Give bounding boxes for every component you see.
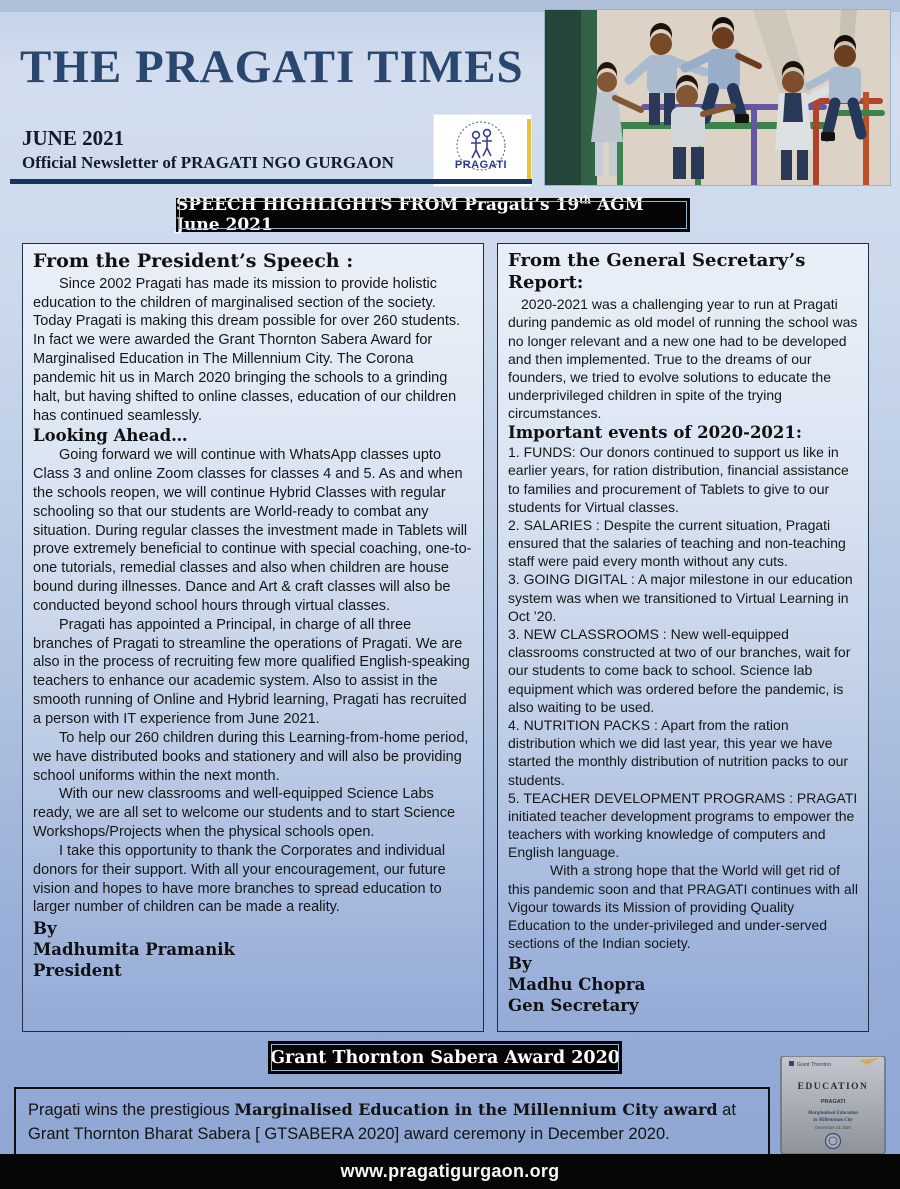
by-label: By xyxy=(33,919,57,939)
event-item-nutrition-packs: 4. NUTRITION PACKS : Apart from the ration distribution which we did last year, this year we have started the monthly distribution of nutrition packs to our students. xyxy=(508,716,849,788)
website-link[interactable]: www.pragatigurgaon.org xyxy=(340,1161,560,1181)
pragati-logo-icon xyxy=(434,115,531,186)
plaque-award-line-2: in Millennium City xyxy=(813,1118,853,1123)
agm-highlights-banner xyxy=(176,195,690,235)
secretary-role: Gen Secretary xyxy=(508,995,639,1015)
logo-wordmark: PRAGATI xyxy=(454,159,508,171)
president-para-4: To help our 260 children during this Learning-from-home period, we have distributed books and stationery and will also be providing school uniforms within the next month. xyxy=(33,729,469,784)
event-item-teacher-development: 5. TEACHER DEVELOPMENT PROGRAMS : PRAGATI initiated teacher development programs to empower the teachers with working knowledge of computers and English language. xyxy=(508,789,858,861)
secretary-report-section xyxy=(497,243,869,1032)
plaque-brand: Grant Thornton xyxy=(797,1062,831,1068)
president-speech-heading: From the President’s Speech : xyxy=(33,250,354,272)
event-item-going-digital: 3. GOING DIGITAL : A major milestone in our education system was when we transitioned to Virtual Learning in Oct ’20. xyxy=(508,571,853,624)
footer-bar xyxy=(0,1154,900,1189)
award-note-box xyxy=(14,1087,770,1156)
president-role: President xyxy=(33,960,122,980)
children-playing-photo xyxy=(545,10,890,185)
award-note-prefix: Pragati wins the prestigious xyxy=(28,1101,235,1119)
looking-ahead-heading: Looking Ahead… xyxy=(33,425,188,445)
award-plaque-photo xyxy=(775,1056,891,1158)
plaque-award-line-1: Marginalised Education xyxy=(807,1111,859,1116)
president-para-6: I take this opportunity to thank the Corporates and individual donors for their support. With all your encouragement, our future vision and hopes to have more branches to spread education to larger number of children can be made a reality. xyxy=(33,842,446,916)
issue-date: JUNE 2021 xyxy=(22,126,125,150)
president-para-1: Since 2002 Pragati has made its mission to provide holistic education to the children of marginalised section of the society. Today Pragati is making this dream possible for over 260 students. In fact we were awarded the Grant Thornton Sabera Award for Marginalised Education in The Millennium City. The Corona pandemic hit us in March 2020 bringing the schools to a grinding halt, but having shifted to online classes, education of our children has continued seamlessly. xyxy=(33,275,461,424)
newsletter-subtitle: Official Newsletter of PRAGATI NGO GURGAON xyxy=(22,153,394,172)
secretary-report-heading: From the General Secretary’s Report: xyxy=(508,250,806,293)
children-photo-illustration xyxy=(545,10,890,185)
sabera-award-banner-text: Grant Thornton Sabera Award 2020 xyxy=(270,1047,620,1068)
president-speech-section xyxy=(22,243,484,1032)
pragati-logo xyxy=(434,115,531,186)
secretary-closing-para: With a strong hope that the World will get rid of this pandemic soon and that PRAGATI continues with all Vigour towards its Mission of providing Quality Education to the under-privileged and under-served sections of the Indian society. xyxy=(508,862,858,952)
secretary-byline xyxy=(508,954,858,1016)
sabera-award-banner xyxy=(268,1041,622,1074)
president-author: Madhumita Pramanik xyxy=(33,939,235,959)
page-title: THE PRAGATI TIMES xyxy=(20,41,524,93)
award-name-bold: Marginalised Education in the Millennium City award xyxy=(234,1100,718,1119)
award-plaque-illustration xyxy=(775,1056,891,1158)
president-byline xyxy=(33,919,473,981)
important-events-heading: Important events of 2020-2021: xyxy=(508,422,802,442)
president-para-3: Pragati has appointed a Principal, in charge of all three branches of Pragati to streamline the operations of Pragati. We are also in the process of recruiting few more qualified English-speaking teachers to enhance our academic system. Also to assist in the smooth running of Online and Hybrid learning, Pragati has recruited a person with IT experience from June 2021. xyxy=(33,616,470,727)
masthead-divider xyxy=(10,179,532,184)
event-item-salaries: 2. SALARIES : Despite the current situation, Pragati ensured that the salaries of teaching and non-teaching staff were paid every month without any cuts. xyxy=(508,516,846,570)
event-item-funds: 1. FUNDS: Our donors continued to support us like in earlier years, for ration distribution, financial assistance to families and procurement of Tablets to give to our students for Virtual classes. xyxy=(508,444,849,515)
plaque-category: EDUCATION xyxy=(797,1082,869,1092)
event-item-new-classrooms: 3. NEW CLASSROOMS : New well-equipped classrooms constructed at two of our branches, wait for our students to come back to school. Science lab equipment which was ordered before the pandemic, is also waiting to be used. xyxy=(508,626,851,715)
award-note-suffix: at Grant Thornton Bharat Sabera [ GTSABERA 2020] award ceremony in December 2020. xyxy=(28,1101,736,1143)
secretary-author: Madhu Chopra xyxy=(508,975,646,994)
plaque-recipient: PRAGATI xyxy=(820,1099,846,1105)
plaque-date: December 15 2020 xyxy=(815,1125,851,1130)
secretary-para-1: 2020-2021 was a challenging year to run at Pragati during pandemic as old model of running the school was no longer relevant and a new one had to be developed and then implemented. True to the dreams of our founders, we tried to evolve solutions to educate the underprivileged children in spite of the trying circumstances. xyxy=(508,296,858,422)
by-label: By xyxy=(508,954,532,974)
president-para-5: With our new classrooms and well-equipped Science Labs ready, we are all set to welcome our students and to start Science Workshops/Projects when the physical schools open. xyxy=(33,786,456,841)
president-para-2: Going forward we will continue with WhatsApp classes upto Class 3 and online Zoom classes for classes 4 and 5. As and when the schools reopen, we will continue Hybrid Classes with regular schooling so that our students are World-ready to combat any situation. During regular classes the investment made in Tablets will prove extremely beneficial to continue with special coaching, one-to-one tutorials, remedial classes and also when children are house bound during illnesses. Dance and Art & craft classes will also be conducted beyond school hours through virtual classes. xyxy=(33,447,472,614)
agm-banner-text: SPEECH HIGHLIGHTS FROM Pragati’s 19th AGM June 2021 xyxy=(176,195,644,235)
